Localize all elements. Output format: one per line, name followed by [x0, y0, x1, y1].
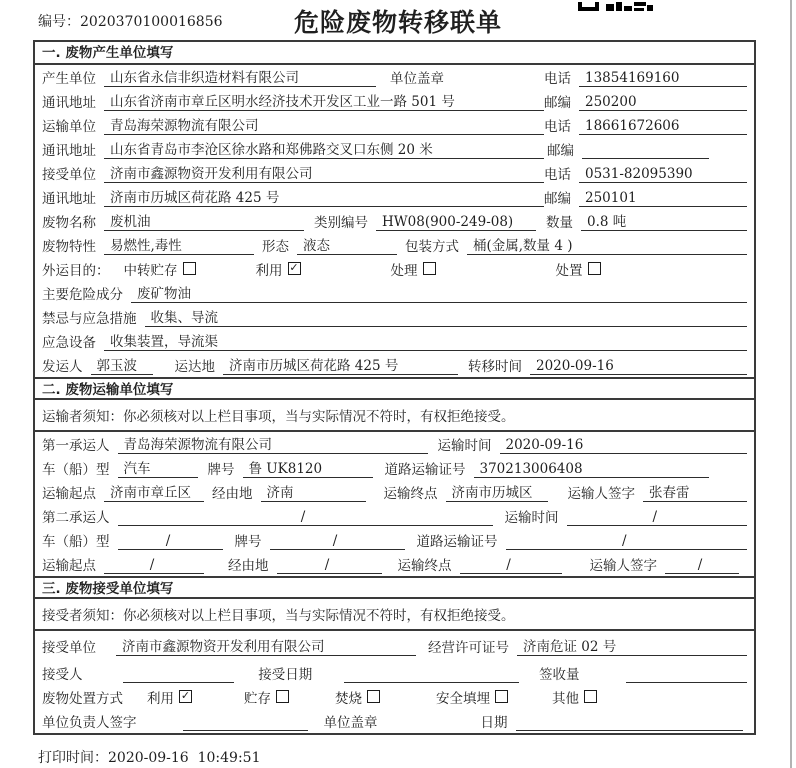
producer-unit-row — [35, 65, 754, 89]
first-carrier-value: 青岛海荣源物流有限公司 — [118, 436, 428, 454]
terminus-value: 济南市历城区 — [446, 484, 548, 502]
checkbox-group-dispose — [556, 259, 601, 279]
date-label: 日期 — [480, 715, 508, 731]
dispose-checkbox — [588, 262, 601, 275]
received-quantity-value — [626, 665, 747, 683]
consignor-value: 郭玉波 — [91, 357, 153, 375]
road-permit2-label: 道路运输证号 — [416, 534, 498, 550]
waste-property-value: 易燃性,毒性 — [104, 237, 254, 255]
transporter-zip-label: 邮编 — [547, 143, 574, 159]
page-header — [0, 0, 796, 40]
producer-address-row — [35, 89, 754, 113]
incinerate-checkbox — [367, 690, 380, 703]
dispose-label: 处置 — [555, 263, 583, 279]
emergency-equipment-label: 应急设备 — [42, 335, 96, 351]
incinerate-label: 焚烧 — [335, 691, 362, 707]
responsible-signature-label: 单位负责人签字 — [42, 715, 137, 731]
utilize-checkbox: ✓ — [289, 261, 299, 274]
producer-address-label: 通讯地址 — [42, 95, 96, 111]
carrier-signature-label: 运输人签字 — [567, 486, 635, 502]
transporter-address-value: 山东省青岛市李沧区徐水路和郑佛路交叉口东侧 20 米 — [104, 141, 544, 159]
producer-zip-value: 250200 — [579, 93, 747, 111]
landfill-checkbox — [495, 690, 508, 703]
transfer-time-value: 2020-09-16 — [530, 357, 747, 375]
waste-name-value: 废机油 — [104, 213, 304, 231]
accept-date-label: 接受日期 — [258, 667, 313, 683]
responsible-signature-row — [35, 709, 754, 733]
transit-storage-label: 中转贮存 — [123, 263, 178, 279]
acceptor-row — [35, 658, 754, 685]
origin2-label: 运输起点 — [42, 558, 96, 574]
first-carrier-label: 第一承运人 — [42, 438, 110, 454]
hazard-component-row — [35, 281, 754, 305]
vehicle-type2-label: 车（船）型 — [42, 534, 110, 550]
contraindication-row — [35, 305, 754, 329]
vehicle-type-label: 车（船）型 — [42, 462, 110, 478]
receiver-address-value: 济南市历城区荷花路 425 号 — [104, 189, 544, 207]
checkbox-group-landfill — [436, 687, 508, 707]
disposal-utilize-checkbox: ✓ — [180, 689, 191, 702]
producer-phone-value: 13854169160 — [579, 69, 747, 87]
destination-label: 运达地 — [174, 359, 215, 375]
emergency-equipment-row — [35, 329, 754, 353]
receiver-phone-label: 电话 — [544, 167, 571, 183]
quantity-label: 数量 — [546, 215, 573, 231]
section1-header: 一. 废物产生单位填写 — [35, 42, 754, 65]
vehicle-type2-row — [35, 528, 754, 552]
packaging-value: 桶(金属,数量 4 ) — [467, 237, 747, 255]
producer-address-value: 山东省济南市章丘区明水经济技术开发区工业一路 501 号 — [104, 93, 544, 111]
receiver-phone-value: 0531-82095390 — [579, 165, 747, 183]
print-time — [38, 747, 261, 767]
hazard-component-label: 主要危险成分 — [42, 287, 123, 303]
producer-unit-label: 产生单位 — [42, 71, 96, 87]
receiver-unit-label: 接受单位 — [42, 167, 96, 183]
vehicle-type2-value: / — [118, 532, 223, 550]
destination-value: 济南市历城区荷花路 425 号 — [223, 357, 458, 375]
receiver-unit-value: 济南市鑫源物资开发利用有限公司 — [104, 165, 544, 183]
transfer-form-table — [33, 40, 756, 735]
acceptor-value — [123, 665, 235, 683]
received-quantity-label: 签收量 — [539, 667, 580, 683]
form-state-value: 液态 — [297, 237, 397, 255]
transit-storage-checkbox — [183, 262, 196, 275]
receiver-address-label: 通讯地址 — [42, 191, 96, 207]
transporter-phone-label: 电话 — [544, 119, 571, 135]
accept-date-value — [344, 665, 519, 683]
first-carrier-row — [35, 432, 754, 456]
transporter-phone-value: 18661672606 — [579, 117, 747, 135]
via-label: 经由地 — [212, 486, 253, 502]
section3-header: 三. 废物接受单位填写 — [35, 576, 754, 599]
plate-number-value: 鲁 UK8120 — [243, 460, 373, 478]
transporter-address-label: 通讯地址 — [42, 143, 96, 159]
date-value — [516, 713, 744, 731]
packaging-label: 包装方式 — [405, 239, 459, 255]
transporter-unit-label: 运输单位 — [42, 119, 96, 135]
unit-seal-label: 单位盖章 — [390, 71, 444, 87]
origin-label: 运输起点 — [42, 486, 96, 502]
accepting-unit-row — [35, 631, 754, 658]
transporter-notice: 运输者须知：你必须核对以上栏目事项，当与实际情况不符时，有权拒绝接受。 — [35, 400, 754, 432]
receiver-unit-row — [35, 161, 754, 185]
category-code-label: 类别编号 — [314, 215, 368, 231]
treat-checkbox — [423, 262, 436, 275]
receiver-notice: 接受者须知：你必须核对以上栏目事项，当与实际情况不符时，有权拒绝接受。 — [35, 599, 754, 631]
transfer-purpose-label: 外运目的： — [42, 263, 110, 279]
checkbox-group-transit-storage — [124, 259, 196, 279]
terminus2-label: 运输终点 — [397, 558, 452, 574]
other-checkbox — [584, 690, 597, 703]
treat-label: 处理 — [390, 263, 418, 279]
checkbox-group-utilize — [256, 259, 301, 279]
vehicle-type-row — [35, 456, 754, 480]
receiver-zip-label: 邮编 — [544, 191, 571, 207]
waste-property-row — [35, 233, 754, 257]
second-carrier-label: 第二承运人 — [42, 510, 110, 526]
license-number-label: 经营许可证号 — [428, 640, 509, 656]
disposal-method-row — [35, 685, 754, 709]
transport-time-label: 运输时间 — [437, 438, 492, 454]
waste-property-label: 废物特性 — [42, 239, 96, 255]
plate-number-label: 牌号 — [207, 462, 235, 478]
print-time-value: 2020-09-16 10:49:51 — [108, 750, 261, 766]
second-carrier-value: / — [118, 508, 493, 526]
transfer-time-label: 转移时间 — [468, 359, 522, 375]
transporter-unit-value: 青岛海荣源物流有限公司 — [104, 117, 544, 135]
storage-checkbox — [276, 690, 289, 703]
receiver-zip-value: 250101 — [579, 189, 747, 207]
other-label: 其他 — [552, 691, 579, 707]
terminus-label: 运输终点 — [383, 486, 438, 502]
serial-label: 编号： — [38, 14, 80, 30]
road-permit-label: 道路运输证号 — [384, 462, 466, 478]
disposal-utilize-label: 利用 — [147, 691, 174, 707]
receiver-address-row — [35, 185, 754, 209]
section2-header: 二. 废物运输单位填写 — [35, 377, 754, 400]
contraindication-value: 收集、导流 — [145, 309, 748, 327]
producer-unit-value: 山东省永信非织造材料有限公司 — [104, 69, 376, 87]
origin2-value: / — [104, 556, 204, 574]
checkbox-group-incinerate — [335, 687, 380, 707]
waste-name-label: 废物名称 — [42, 215, 96, 231]
vehicle-type-value: 汽车 — [118, 460, 198, 478]
route1-row — [35, 480, 754, 504]
plate-number2-label: 牌号 — [234, 534, 262, 550]
waste-name-row — [35, 209, 754, 233]
storage-label: 贮存 — [244, 691, 271, 707]
checkbox-group-disposal-utilize — [147, 687, 192, 707]
transporter-zip-value — [582, 141, 709, 159]
form-state-label: 形态 — [262, 239, 289, 255]
accepting-unit-value: 济南市鑫源物资开发利用有限公司 — [116, 638, 416, 656]
qr-code-fragment-icon — [578, 0, 654, 16]
carrier-signature2-value: / — [665, 556, 739, 574]
producer-zip-label: 邮编 — [544, 95, 571, 111]
via2-label: 经由地 — [228, 558, 269, 574]
scan-edge-line — [790, 0, 792, 768]
serial-value: 2020370100016856 — [80, 14, 223, 30]
second-carrier-row — [35, 504, 754, 528]
quantity-value: 0.8 吨 — [581, 213, 747, 231]
via-value: 济南 — [261, 484, 366, 502]
utilize-label: 利用 — [255, 263, 283, 279]
checkbox-group-storage — [244, 687, 289, 707]
consignor-label: 发运人 — [42, 359, 83, 375]
consignor-row — [35, 353, 754, 377]
category-code-value: HW08(900-249-08) — [376, 213, 536, 231]
origin-value: 济南市章丘区 — [104, 484, 204, 502]
checkbox-group-treat — [391, 259, 436, 279]
disposal-method-label: 废物处置方式 — [42, 691, 123, 707]
carrier-signature2-label: 运输人签字 — [589, 558, 657, 574]
page-title: 危险废物转移联单 — [293, 8, 502, 37]
checkbox-group-other — [552, 687, 597, 707]
transport-time2-label: 运输时间 — [504, 510, 559, 526]
transport-time2-value: / — [567, 508, 748, 526]
transfer-purpose-row — [35, 257, 754, 281]
transporter-unit-row — [35, 113, 754, 137]
terminus2-value: / — [460, 556, 562, 574]
transporter-address-row — [35, 137, 754, 161]
license-number-value: 济南危证 02 号 — [517, 638, 747, 656]
hazard-component-value: 废矿物油 — [131, 285, 747, 303]
road-permit-value: 370213006408 — [474, 460, 709, 478]
contraindication-label: 禁忌与应急措施 — [42, 311, 137, 327]
plate-number2-value: / — [270, 532, 405, 550]
via2-value: / — [277, 556, 382, 574]
carrier-signature-value: 张春雷 — [643, 484, 747, 502]
route2-row — [35, 552, 754, 576]
road-permit2-value: / — [506, 532, 748, 550]
unit-seal2-label: 单位盖章 — [323, 715, 378, 731]
emergency-equipment-value: 收集装置，导流渠 — [104, 333, 747, 351]
accepting-unit-label: 接受单位 — [42, 640, 96, 656]
print-time-label: 打印时间： — [38, 750, 108, 766]
landfill-label: 安全填埋 — [436, 691, 490, 707]
acceptor-label: 接受人 — [42, 667, 83, 683]
transport-time-value: 2020-09-16 — [500, 436, 748, 454]
responsible-signature-value — [183, 713, 308, 731]
producer-phone-label: 电话 — [544, 71, 571, 87]
